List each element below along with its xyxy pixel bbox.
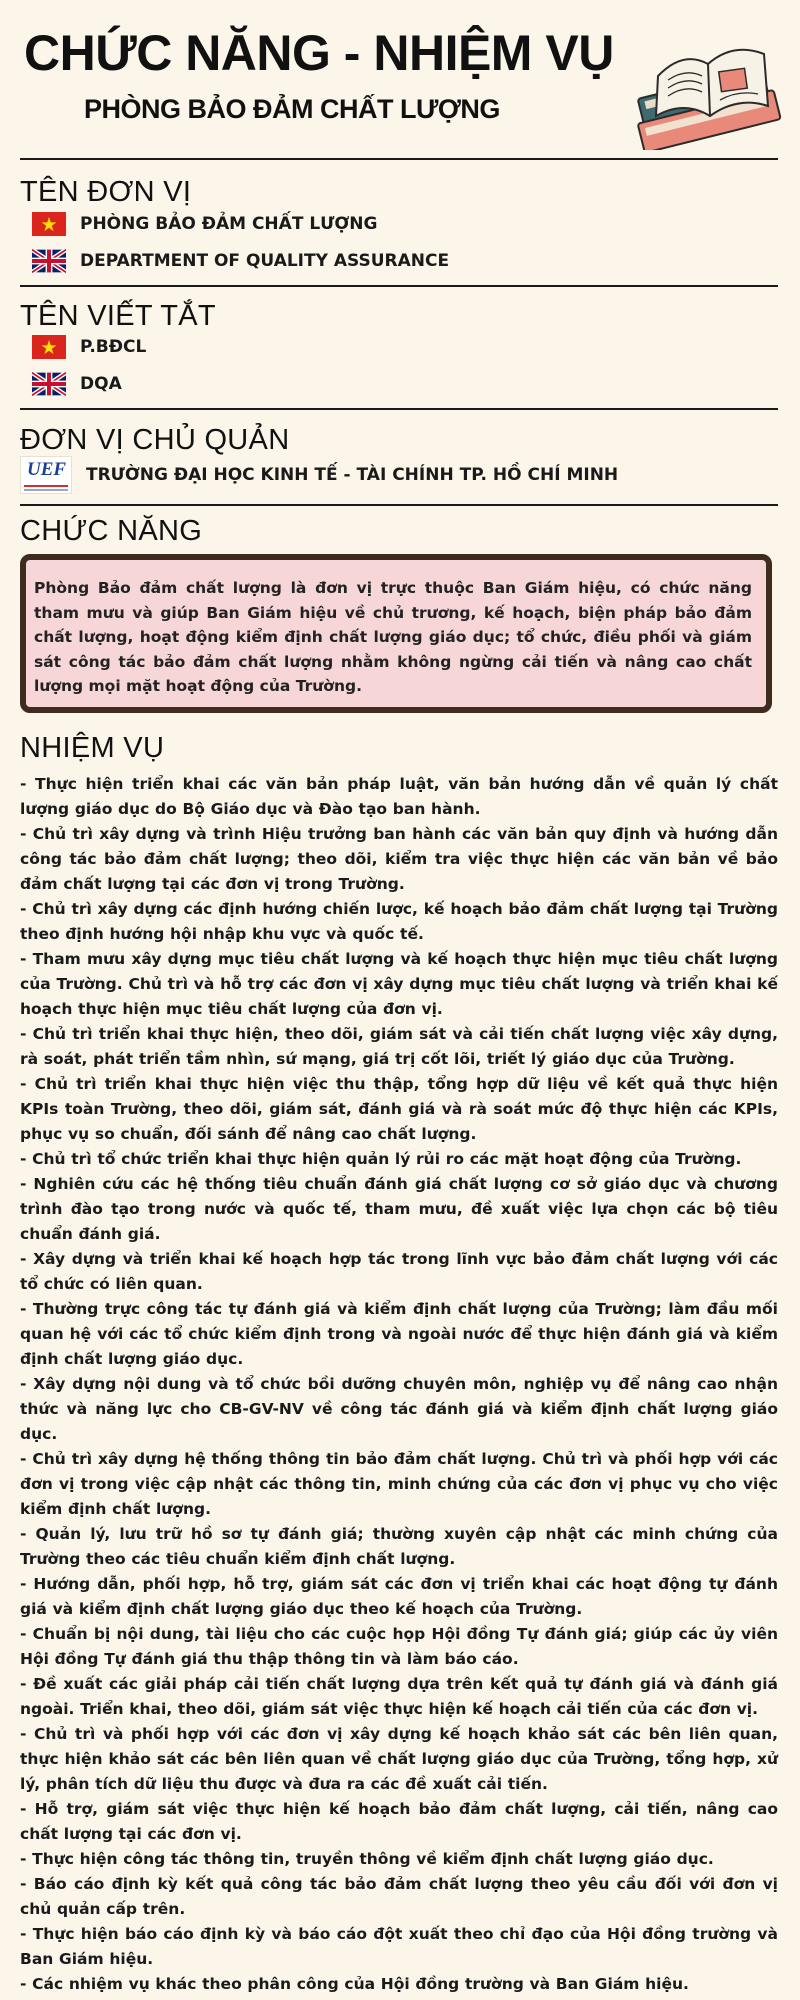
list-item: - Chủ trì tổ chức triển khai thực hiện quản lý rủi ro các mặt hoạt động của Trường.: [20, 1150, 742, 1168]
uk-flag-icon: [32, 372, 66, 396]
abbreviation-en-row: [32, 370, 122, 398]
list-item: - Chủ trì triển khai thực hiện việc thu thập, tổng hợp dữ liệu về kết quả thực hiện KPIs toàn Trường, theo dõi, giám sát, đánh giá và rà soát mức độ thực hiện các KPIs, phục vụ so chuẩn, đối sánh để nâng cao chất lượng.: [20, 1075, 778, 1143]
list-item: - Đề xuất các giải pháp cải tiến chất lượng dựa trên kết quả tự đánh giá và đánh giá ngoài. Triển khai, theo dõi, giám sát việc thực hiện kế hoạch cải tiến của các đơn vị.: [20, 1675, 778, 1718]
parent-unit-name: TRƯỜNG ĐẠI HỌC KINH TẾ - TÀI CHÍNH TP. HỒ CHÍ MINH: [86, 465, 619, 485]
unit-name-en-row: [32, 247, 449, 275]
unit-name-en: DEPARTMENT OF QUALITY ASSURANCE: [80, 251, 450, 271]
list-item: - Hỗ trợ, giám sát việc thực hiện kế hoạch bảo đảm chất lượng, cải tiến, nâng cao chất lượng tại các đơn vị.: [20, 1800, 778, 1843]
divider: [20, 408, 778, 410]
abbreviation-vi-row: [32, 333, 146, 361]
list-item: - Chủ trì xây dựng các định hướng chiến lược, kế hoạch bảo đảm chất lượng tại Trường theo định hướng hội nhập khu vực và quốc tế.: [20, 900, 778, 943]
divider: [20, 504, 778, 506]
unit-name-heading: TÊN ĐƠN VỊ: [20, 176, 192, 208]
list-item: - Chủ trì và phối hợp với các đơn vị xây dựng kế hoạch khảo sát các bên liên quan, thực hiện khảo sát các bên liên quan về chất lượng giáo dục của Trường, tổng hợp, xử lý, phân tích dữ liệu thu được và đưa ra các đề xuất cải tiến.: [20, 1725, 778, 1793]
list-item: - Nghiên cứu các hệ thống tiêu chuẩn đánh giá chất lượng cơ sở giáo dục và chương trình đào tạo trong nước và quốc tế, tham mưu, đề xuất việc lựa chọn các bộ tiêu chuẩn đánh giá.: [20, 1175, 778, 1243]
abbreviation-heading: TÊN VIẾT TẮT: [20, 300, 216, 332]
vietnam-flag-icon: [32, 212, 66, 236]
list-item: - Thường trực công tác tự đánh giá và kiểm định chất lượng của Trường; làm đầu mối quan hệ với các tổ chức kiểm định trong và ngoài nước để thực hiện đánh giá và kiểm định chất lượng giáo dục.: [20, 1300, 778, 1368]
function-text: Phòng Bảo đảm chất lượng là đơn vị trực thuộc Ban Giám hiệu, có chức năng tham mưu và giúp Ban Giám hiệu về chủ trương, kế hoạch, biện pháp bảo đảm chất lượng, hoạt động kiểm định chất lượng giáo dục; tổ chức, điều phối và giám sát công tác bảo đảm chất lượng nhằm không ngừng cải tiến và nâng cao chất lượng mọi mặt hoạt động của Trường.: [34, 579, 752, 695]
list-item: - Chủ trì xây dựng và trình Hiệu trưởng ban hành các văn bản quy định và hướng dẫn công tác bảo đảm chất lượng; theo dõi, kiểm tra việc thực hiện các văn bản về bảo đảm chất lượng tại các đơn vị trong Trường.: [20, 825, 778, 893]
divider: [20, 285, 778, 287]
uk-flag-icon: [32, 249, 66, 273]
vietnam-flag-icon: [32, 335, 66, 359]
list-item: - Xây dựng và triển khai kế hoạch hợp tác trong lĩnh vực bảo đảm chất lượng với các tổ chức có liên quan.: [20, 1250, 778, 1293]
function-heading: CHỨC NĂNG: [20, 515, 203, 547]
list-item: - Hướng dẫn, phối hợp, hỗ trợ, giám sát các đơn vị triển khai các hoạt động tự đánh giá và kiểm định chất lượng giáo dục theo kế hoạch của Trường.: [20, 1575, 778, 1618]
list-item: - Thực hiện báo cáo định kỳ và báo cáo đột xuất theo chỉ đạo của Hội đồng trường và Ban Giám hiệu.: [20, 1925, 778, 1968]
divider: [20, 158, 778, 160]
unit-name-vi: PHÒNG BẢO ĐẢM CHẤT LƯỢNG: [80, 214, 378, 234]
list-item: - Thực hiện triển khai các văn bản pháp luật, văn bản hướng dẫn về quản lý chất lượng giáo dục do Bộ Giáo dục và Đào tạo ban hành.: [20, 775, 778, 818]
abbreviation-vi: P.BĐCL: [80, 337, 147, 357]
list-item: - Các nhiệm vụ khác theo phân công của Hội đồng trường và Ban Giám hiệu.: [20, 1975, 689, 1993]
list-item: - Thực hiện công tác thông tin, truyền thông về kiểm định chất lượng giáo dục.: [20, 1850, 714, 1868]
list-item: - Chủ trì xây dựng hệ thống thông tin bảo đảm chất lượng. Chủ trì và phối hợp với các đơn vị trong việc cập nhật các thông tin, minh chứng của các đơn vị phục vụ cho việc kiểm định chất lượng.: [20, 1450, 778, 1518]
books-icon: [628, 20, 788, 150]
parent-unit-heading: ĐƠN VỊ CHỦ QUẢN: [20, 424, 290, 456]
abbreviation-en: DQA: [80, 374, 122, 394]
duties-list: [20, 772, 778, 1997]
unit-name-vi-row: [32, 210, 377, 238]
page-title: CHỨC NĂNG - NHIỆM VỤ: [24, 25, 614, 81]
list-item: - Tham mưu xây dựng mục tiêu chất lượng và kế hoạch thực hiện mục tiêu chất lượng của Trường. Chủ trì và hỗ trợ các đơn vị xây dựng mục tiêu chất lượng và triển khai kế hoạch thực hiện mục tiêu chất lượng của đơn vị.: [20, 950, 778, 1018]
list-item: - Xây dựng nội dung và tổ chức bồi dưỡng chuyên môn, nghiệp vụ để nâng cao nhận thức và năng lực cho CB-GV-NV về công tác đánh giá và kiểm định chất lượng giáo dục.: [20, 1375, 778, 1443]
list-item: - Chuẩn bị nội dung, tài liệu cho các cuộc họp Hội đồng Tự đánh giá; giúp các ủy viên Hội đồng Tự đánh giá thu thập thông tin và làm báo cáo.: [20, 1625, 778, 1668]
parent-unit-row: [20, 461, 618, 489]
list-item: - Quản lý, lưu trữ hồ sơ tự đánh giá; thường xuyên cập nhật các minh chứng của Trường theo các tiêu chuẩn kiểm định chất lượng.: [20, 1525, 778, 1568]
uef-logo: UEF: [20, 456, 72, 494]
function-box: [20, 554, 772, 713]
page-subtitle: PHÒNG BẢO ĐẢM CHẤT LƯỢNG: [84, 94, 500, 124]
list-item: - Chủ trì triển khai thực hiện, theo dõi, giám sát và cải tiến chất lượng việc xây dựng, rà soát, phát triển tầm nhìn, sứ mạng, giá trị cốt lõi, triết lý giáo dục của Trường.: [20, 1025, 778, 1068]
list-item: - Báo cáo định kỳ kết quả công tác bảo đảm chất lượng theo yêu cầu đối với đơn vị chủ quản cấp trên.: [20, 1875, 778, 1918]
duties-heading: NHIỆM VỤ: [20, 732, 165, 764]
